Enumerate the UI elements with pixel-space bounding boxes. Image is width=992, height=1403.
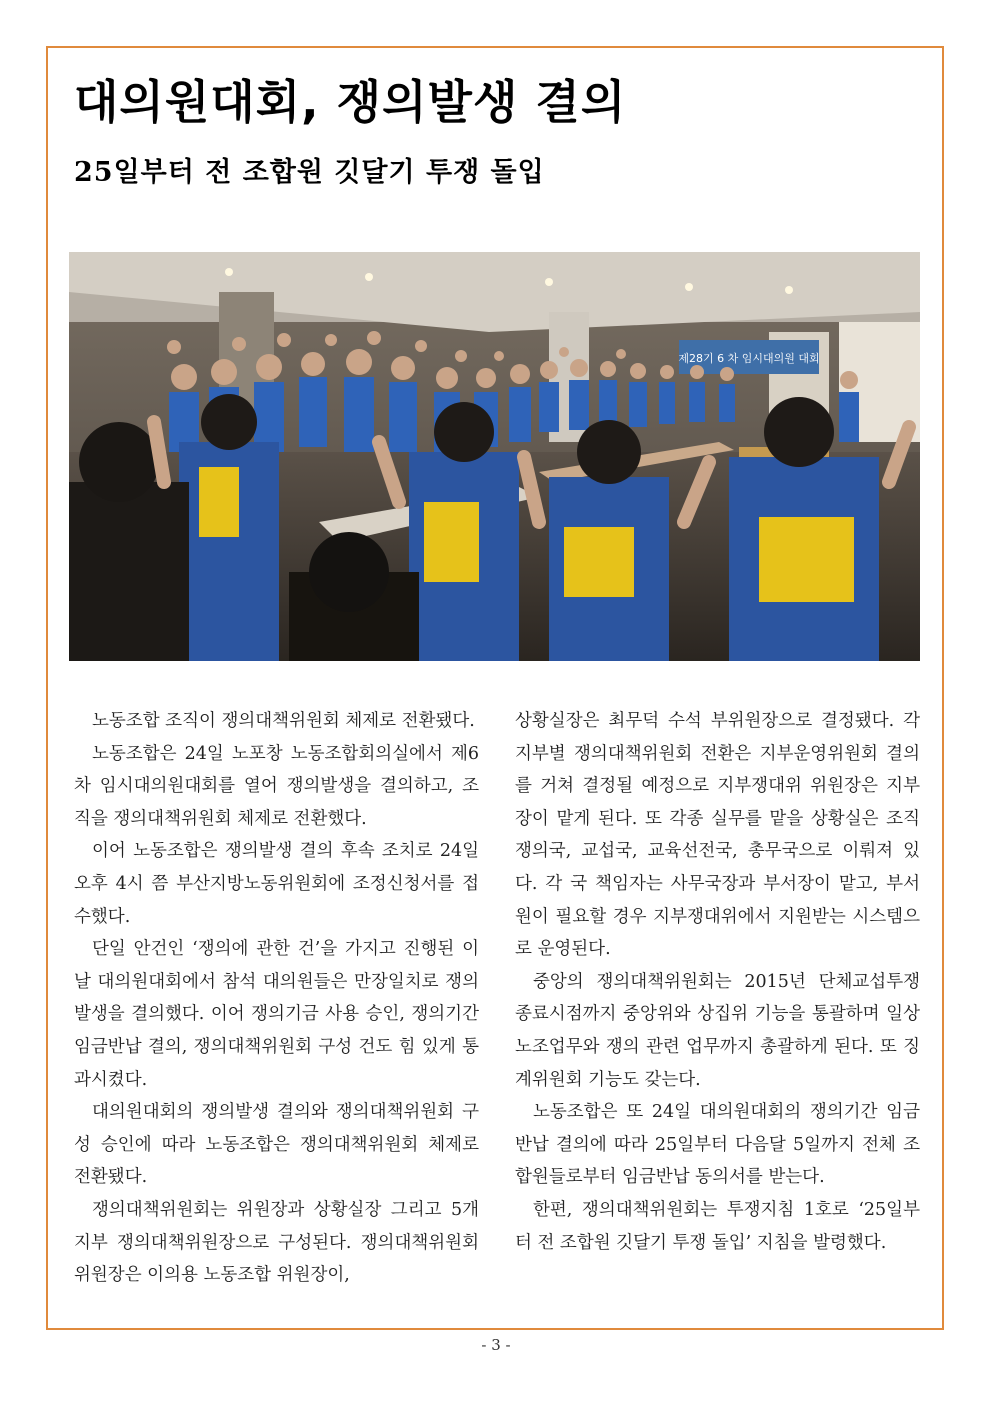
article-left-column (74, 705, 479, 1292)
subheadline: 25일부터 전 조합원 깃달기 투쟁 돌입 (74, 157, 545, 188)
article-paragraph: 중앙의 쟁의대책위원회는 2015년 단체교섭투쟁 종료시점까지 중앙위와 상집위 기능을 통괄하며 일상노조업무와 쟁의 관련 업무까지 총괄하게 된다. 또 징계위원회 기능도 갖는다. (515, 971, 920, 1090)
vest-sign (424, 502, 479, 582)
meeting-photo (69, 252, 920, 661)
article-paragraph: 노동조합은 또 24일 대의원대회의 쟁의기간 임금반납 결의에 따라 25일부터 다음달 5일까지 전체 조합원들로부터 임금반납 동의서를 받는다. (515, 1102, 920, 1188)
page-number: - 3 - (481, 1336, 511, 1354)
article-paragraph: 노동조합은 24일 노포창 노동조합회의실에서 제6차 임시대의원대회를 열어 쟁의발생을 결의하고, 조직을 쟁의대책위원회 체제로 전환했다. (74, 743, 479, 829)
headline: 대의원대회, 쟁의발생 결의 (74, 75, 627, 129)
article-paragraph: 대의원대회의 쟁의발생 결의와 쟁의대책위원회 구성 승인에 따라 노동조합은 쟁의대책위원회 체제로 전환됐다. (74, 1102, 479, 1188)
article-paragraph: 쟁의대책위원회는 위원장과 상황실장 그리고 5개 지부 쟁의대책위원장으로 구성된다. 쟁의대책위원회 위원장은 이의용 노동조합 위원장이, (74, 1199, 479, 1286)
article-paragraph: 이어 노동조합은 쟁의발생 결의 후속 조치로 24일 오후 4시 쯤 부산지방노동위원회에 조정신청서를 접수했다. (74, 841, 479, 927)
article-right-column (515, 705, 920, 1259)
article-paragraph-continuation: 상황실장은 최무덕 수석 부위원장으로 결정됐다. 각 지부별 쟁의대책위원회 전환은 지부운영위원회 결의를 거쳐 결정될 예정으로 지부쟁대위 위원장은 지부장이 맡게 된다. 또 각종 실무를 맡을 상황실은 조직쟁의국, 교섭국, 교육선전국, 총무국으로 이뤄져 있다. 각 국 책임자는 사무국장과 부서장이 맡고, 부서원이 필요할 경우 지부쟁대위에서 지원받는 시스템으로 운영된다. (515, 711, 920, 960)
article-paragraph: 한편, 쟁의대책위원회는 투쟁지침 1호로 ‘25일부터 전 조합원 깃달기 투쟁 돌입’ 지침을 발령했다. (515, 1199, 920, 1253)
banner-text: 제28기 6 차 임시대의원 대회 (678, 352, 820, 365)
article-paragraph: 노동조합 조직이 쟁의대책위원회 체제로 전환됐다. (92, 711, 475, 731)
article-paragraph: 단일 안건인 ‘쟁의에 관한 건’을 가지고 진행된 이날 대의원대회에서 참석 대의원들은 만장일치로 쟁의 발생을 결의했다. 이어 쟁의기금 사용 승인, 쟁의기간 임금반납 결의, 쟁의대책위원회 구성 건도 힘 있게 통과시켰다. (74, 939, 479, 1090)
